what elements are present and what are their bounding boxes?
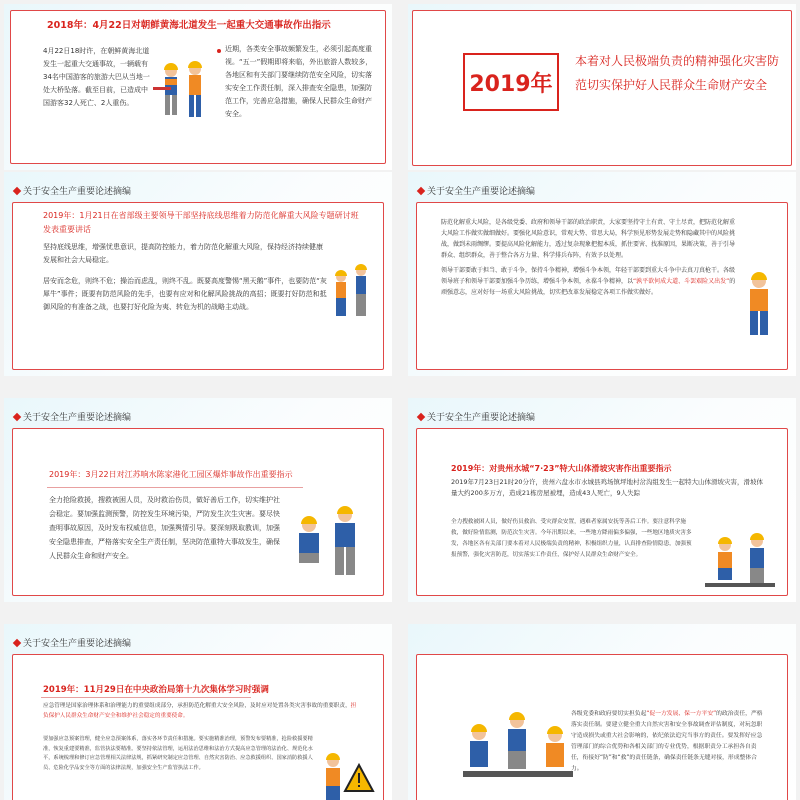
content-card [416, 202, 788, 370]
quote-highlight: “孰平欲何成大道、斗罢艰险又出发” [633, 278, 730, 285]
section-header [14, 410, 131, 423]
slide-2019-responsibility [408, 624, 796, 800]
diamond-icon [13, 412, 21, 420]
slide-2019-mar-explosion [4, 398, 392, 602]
section-header [14, 184, 131, 197]
body-text: 的顽强意志，应对好每一场重大风险挑战，切实把改革发展稳定各项工作做实做好。 [441, 278, 736, 296]
diamond-icon [417, 186, 425, 194]
section-label: 关于安全生产重要论述摘编 [23, 413, 132, 423]
diamond-icon [13, 638, 21, 646]
slide-title: 2019年：3月22日对江苏响水陈家港化工园区爆炸事故作出重要指示 [49, 470, 293, 479]
body-paragraph: 居安而念危，则终不危；操治而虑乱，则终不乱。既要高度警惕“黑天鹅”事件，也要防范“灰犀牛”事件；既要有防范风险的先手，也要有应对和化解风险挑战的高招；既要打好防范和抵御风险的有准备之战，也要打好化险为夷、转危为机的战略主动战。 [43, 277, 327, 311]
section-label: 关于安全生产重要论述摘编 [427, 413, 536, 423]
highlight-paragraph: 坚持底线思维，增强忧患意识，提高防控能力，着力防范化解重大风险，保持经济持续健康发展和社会大局稳定。 [43, 243, 323, 264]
body-paragraph: 全力搜救被困人员，做好伤员救治、受灾群众安置，遇难者家属安抚等善后工作。要注意科学施救，做好险情监测，防范次生灾害。今年汛期以来，一些地方降雨偏多偏强，一些地区地质灾害多发，各地区各有关部门要本着对人民极端负责的精神，积极组织力量，认真排查险情隐患，加强预报预警，强化灾害防范，切实落实工作责任，保护好人民群众生命财产安全。 [451, 519, 692, 558]
body-paragraph-2: 要加强应急预案管理，健全应急预案体系，落实各环节责任和措施。要实施精准治理，预警发布要精准，抢险救援要精准，恢复重建要精准，监管执法要精准。要坚持依法管理，运用法治思维和法治方式提高应急管理的法治化、规范化水平，系统梳理和修订应急管理相关法律法规，抓紧研究制定应急管理、自然灾害防治、应急救援组织、国家消防救援人员、危险化学品安全等方面的法律法规，加强安全生产监管执法工作。 [43, 736, 313, 771]
lead-paragraph: 2019年7月23日21时20分许，贵州六盘水市水城县鸡场镇坪地村岔沟组发生一起特大山体滑坡灾害，滑坡体量大约200多万方，造成21栋房屋被埋，造成43人死亡，9人失踪 [451, 478, 763, 497]
title-underline [47, 487, 303, 488]
workers-illustration [703, 529, 777, 593]
section-header [14, 636, 131, 649]
section-header [418, 184, 535, 197]
section-label: 关于安全生产重要论述摘编 [23, 187, 132, 197]
body-text: 各级党委和政府要切实担负起 [571, 711, 647, 717]
year-badge: 2019年 [463, 53, 559, 111]
content-card [12, 428, 384, 596]
workers-illustration [151, 59, 217, 131]
diamond-icon [417, 412, 425, 420]
workers-illustration [315, 751, 377, 800]
workers-illustration [329, 259, 373, 331]
body-paragraph: 全力抢险救援，搜救被困人员，及时救治伤员，做好善后工作，切实维护社会稳定。要加强监测预警，防控发生环境污染，严防发生次生灾害。要尽快查明事故原因，及时发布权威信息，加强舆情引导。要深刻吸取教训，加强安全隐患排查，严格落实安全生产责任制，坚决防范重特大事故发生，确保人民群众生命和财产安全。 [49, 496, 280, 560]
slide-title: 2019年：1月21日在省部级主要领导干部坚持底线思维着力防范化解重大风险专题研讨班发表重要讲话 [43, 211, 359, 234]
slide-2019-landslide [408, 398, 796, 602]
workers-illustration [289, 503, 373, 583]
mission-highlight: 担负保护人民群众生命财产安全和维护社会稳定的重要使命。 [43, 703, 357, 719]
slogan-text: 本着对人民极端负责的精神强化灾害防范切实保护好人民群众生命财产安全 [575, 54, 780, 92]
slide-title: 2019年：11月29日在中央政治局第十九次集体学习时强调 [43, 685, 269, 695]
content-card [12, 654, 384, 800]
slide-2019-risk-duty [408, 172, 796, 376]
worker-illustration [739, 267, 779, 341]
body-paragraph-1: 防范化解重大风险，是各级党委、政府和领导干部的政治职责，大家要坚持守土有责、守土尽责，把防范化解重大风险工作做实做细做好。要强化风险意识，常观大势、常思大局，科学预见形势发展走势和隐藏其中的风险挑战，做到未雨绸缪。要提高风险化解能力，透过复杂现象把握本质，抓住要害、找准原因，果断决策，善于引导群众、组织群众，善于整合各方力量、科学排兵布阵，有效予以处理。 [441, 219, 736, 259]
content-card [416, 654, 788, 800]
content-card [412, 10, 792, 166]
section-label: 关于安全生产重要论述摘编 [23, 639, 132, 649]
content-card [10, 10, 386, 164]
slide-2019-jan-risk [4, 172, 392, 376]
body-text: 的政治责任，严格落实责任制。要建立健全重大自然灾害和安全事故调查评估制度，对玩忽职守造成损失或重大社会影响的，依纪依法追究当事方的责任。要发挥好应急管理部门的综合优势和各相关部门的专业优势，根据职责分工承担各自责任，衔接好“防”和“救”的责任链条，确保责任链条无缝对接，形成整体合力。 [571, 711, 763, 772]
slide-2018-traffic-accident [4, 4, 392, 170]
body-paragraph-1 [43, 701, 361, 721]
diamond-icon [13, 186, 21, 194]
slide-title: 2018年：4月22日对朝鲜黄海北道发生一起重大交通事故作出指示 [47, 20, 331, 31]
body-paragraph-2 [441, 265, 737, 298]
body-paragraph [571, 709, 767, 775]
right-paragraph: 近期，各类安全事故频繁发生，必须引起高度重视。“五一”假期即将来临，外出旅游人数较多，各地区和有关部门要继续防范安全风险，切实落实安全工作责任制，深入排查安全隐患，加强防范工作，完善应急措施，确保人民群众生命财产安全。 [225, 45, 373, 118]
section-header [418, 410, 535, 423]
content-card [416, 428, 788, 596]
left-paragraph: 4月22日18时许，在朝鲜黄海北道发生一起重大交通事故，一辆载有34名中国游客的旅游大巴从当地一处大桥坠落。截至目前，已造成中国游客32人死亡、2人重伤。 [43, 47, 150, 107]
bullet-dot [217, 49, 221, 53]
body-text: 领导干部要敢于担当、敢于斗争，保持斗争精神，增强斗争本领，年轻干部要到重大斗争中去真刀真枪干。各级领导班子和领导干部要加强斗争历练，增强斗争本领，永葆斗争精神，以 [441, 267, 736, 285]
paragraph-group [441, 217, 737, 298]
slide-2019-slogan [408, 4, 796, 170]
slide-2019-nov-study [4, 624, 392, 800]
slide-title: 2019年：对贵州水城“7·23”特大山体滑坡灾害作出重要指示 [451, 464, 672, 473]
content-card [12, 202, 384, 370]
body-text: 应急管理是国家治理体系和治理能力的重要组成部分，承担防范化解重大安全风险，及时应对处置各类灾害事故的重要职责， [43, 703, 351, 709]
workers-illustration [459, 701, 577, 800]
title-underline [41, 697, 251, 698]
slogan-highlight: “促一方发展、保一方平安” [646, 711, 717, 717]
section-label: 关于安全生产重要论述摘编 [427, 187, 536, 197]
